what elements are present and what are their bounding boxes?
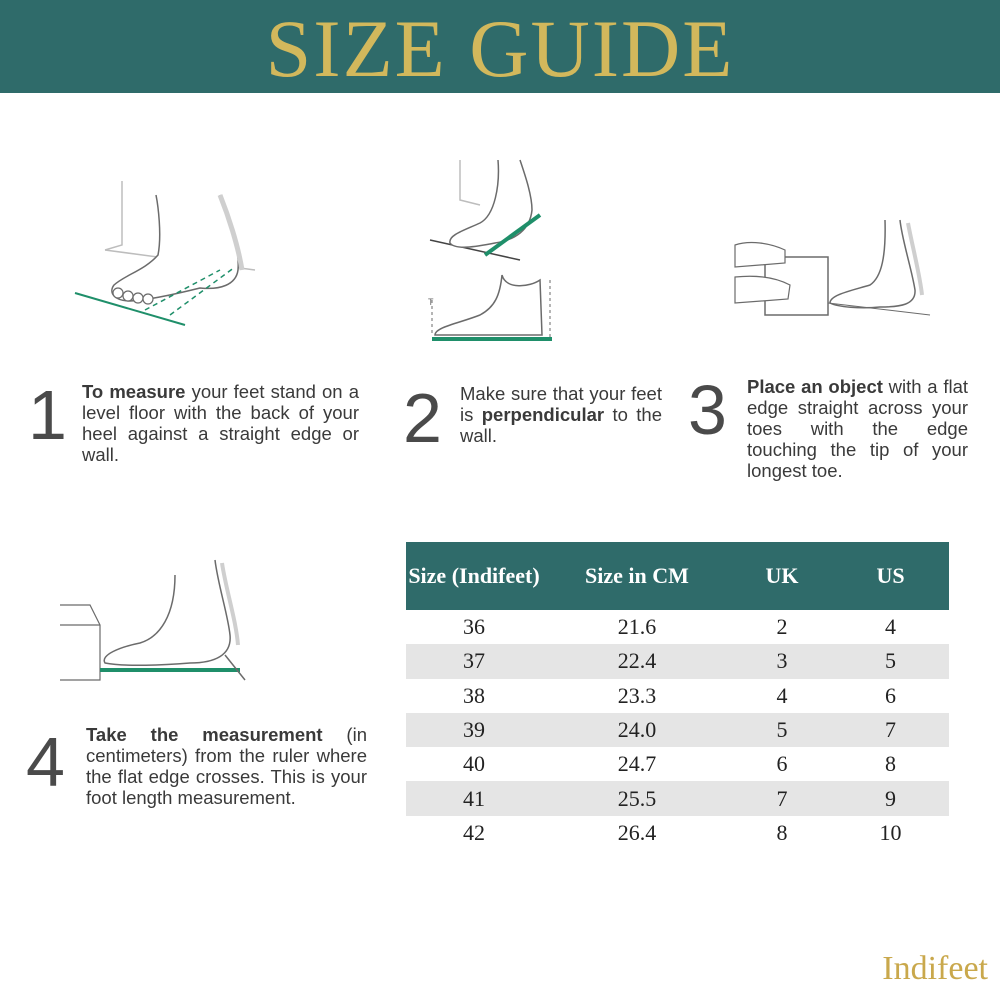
table-row xyxy=(406,747,949,781)
step-2-body-after: to the wall. xyxy=(460,404,662,446)
step-4-bold: Take the measurement xyxy=(86,724,323,745)
step-3-body: with a flat edge straight across your toes with the edge touching the tip of your longest toe. xyxy=(747,376,968,481)
step-2-number: 2 xyxy=(403,379,442,457)
step-3-number: 3 xyxy=(688,371,727,449)
cell-us: 5 xyxy=(832,644,949,678)
step-3-illustration xyxy=(730,215,940,325)
step-1-illustration xyxy=(70,175,270,335)
size-table xyxy=(406,542,949,850)
table-row xyxy=(406,610,949,644)
step-1-text xyxy=(82,381,359,465)
cell-us: 4 xyxy=(885,614,896,640)
header-size-indifeet: Size (Indifeet) xyxy=(406,542,542,610)
header-banner xyxy=(0,0,1000,93)
cell-size: 38 xyxy=(463,682,485,708)
cell-uk: 5 xyxy=(732,713,832,747)
table-row xyxy=(406,713,949,747)
step-1-number: 1 xyxy=(28,376,67,454)
table-row xyxy=(406,644,949,678)
step-3-text xyxy=(747,376,968,481)
cell-cm: 22.4 xyxy=(542,644,732,678)
cell-us: 8 xyxy=(885,751,896,777)
header-uk: UK xyxy=(732,542,832,610)
cell-cm: 21.6 xyxy=(617,614,657,640)
cell-uk: 6 xyxy=(776,751,788,777)
step-2-text xyxy=(460,383,662,446)
cell-cm: 24.0 xyxy=(542,713,732,747)
step-1-body: your feet stand on a level floor with the back of your heel against a straight edge or wall. xyxy=(82,381,359,465)
cell-uk: 7 xyxy=(732,781,832,815)
page-title: SIZE GUIDE xyxy=(265,3,735,94)
cell-cm: 24.7 xyxy=(617,751,657,777)
svg-text:T: T xyxy=(428,297,434,307)
cell-cm: 26.4 xyxy=(617,819,657,845)
header-size-cm: Size in CM xyxy=(542,542,732,610)
cell-us: 6 xyxy=(885,682,896,708)
cell-size: 40 xyxy=(463,751,485,777)
cell-uk: 4 xyxy=(776,682,788,708)
cell-us: 7 xyxy=(832,713,949,747)
cell-size: 36 xyxy=(463,614,485,640)
cell-uk: 8 xyxy=(776,819,788,845)
step-2-body-before: Make sure that your feet is xyxy=(460,383,662,425)
table-row xyxy=(406,679,949,713)
cell-uk: 2 xyxy=(776,614,788,640)
cell-size: 39 xyxy=(406,713,542,747)
step-2-illustration xyxy=(420,155,570,350)
cell-cm: 23.3 xyxy=(617,682,657,708)
step-4-body: (in centimeters) from the ruler where the flat edge crosses. This is your foot length measurement. xyxy=(86,724,367,808)
step-4-text xyxy=(86,724,367,808)
table-row xyxy=(406,816,949,850)
cell-size: 41 xyxy=(406,781,542,815)
step-1-bold: To measure xyxy=(82,381,186,402)
cell-size: 42 xyxy=(463,819,485,845)
cell-us: 9 xyxy=(832,781,949,815)
step-3-bold: Place an object xyxy=(747,376,883,397)
table-header-row xyxy=(406,542,949,610)
step-4-illustration xyxy=(50,555,260,685)
table-row xyxy=(406,781,949,815)
cell-cm: 25.5 xyxy=(542,781,732,815)
step-2-bold: perpendicular xyxy=(481,404,605,425)
brand-logo: Indifeet xyxy=(882,950,988,987)
cell-size: 37 xyxy=(406,644,542,678)
header-us: US xyxy=(832,542,949,610)
cell-us: 10 xyxy=(879,819,902,845)
cell-uk: 3 xyxy=(732,644,832,678)
step-4-number: 4 xyxy=(26,723,65,801)
